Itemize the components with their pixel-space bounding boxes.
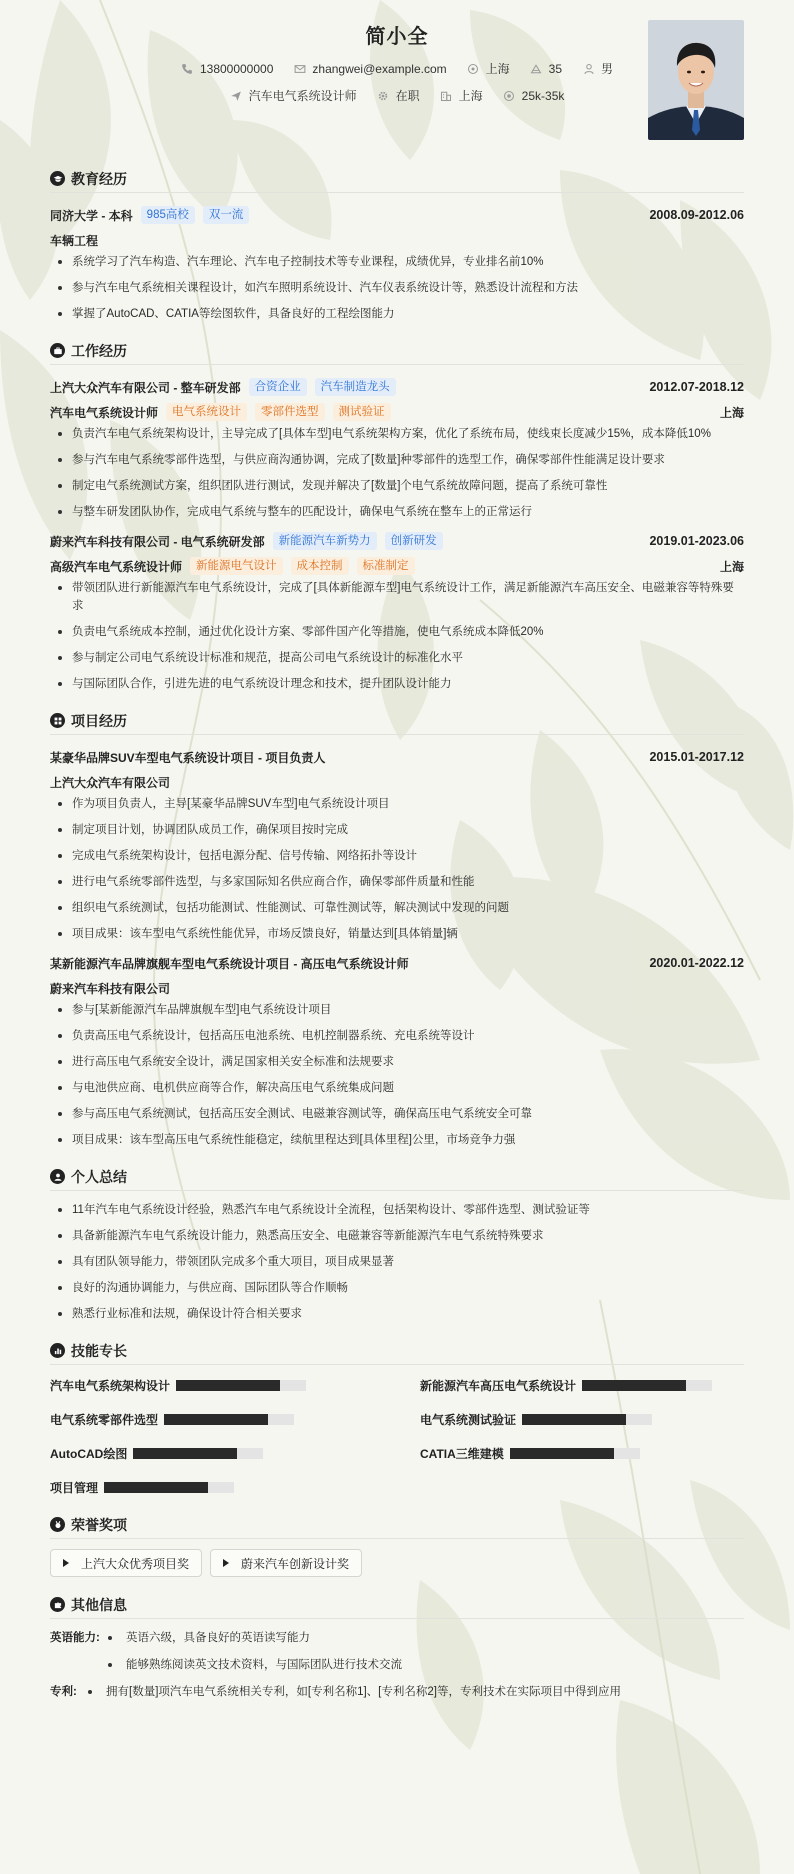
project-org: 蔚来汽车科技有限公司 [50,981,171,996]
section-title: 教育经历 [71,170,127,187]
list-item: 制定电气系统测试方案，组织团队进行测试，发现并解决了[数量]个电气系统故障问题，提高了系统可靠性 [50,477,744,495]
work-entry [50,375,744,399]
skill-tag: 标准制定 [357,557,415,575]
project-entry [50,745,744,769]
send-icon [230,89,243,102]
list-item: 负责电气系统成本控制，通过优化设计方案、零部件国产化等措施，使电气系统成本降低20% [50,623,744,641]
list-item: 进行电气系统零部件选型，与多家国际知名供应商合作，确保零部件质量和性能 [50,873,744,891]
english-label: 英语能力: [50,1632,100,1644]
summary-section [50,1163,744,1323]
list-item: 具有团队领导能力，带领团队完成多个重大项目，项目成果显著 [50,1253,744,1271]
phone-icon [181,62,194,75]
briefcase-icon [50,343,65,358]
company-name: 蔚来汽车科技有限公司 - 电气系统研发部 [50,534,265,549]
skills-header [50,1337,744,1365]
education-section [50,165,744,323]
email-item [293,62,446,76]
play-icon [63,1559,69,1567]
work-entry [50,529,744,553]
gear-icon [377,89,390,102]
email-text: zhangwei@example.com [312,61,447,76]
skill-tag: 成本控制 [291,557,349,575]
school-tag: 双一流 [203,206,250,224]
skill-bar [522,1414,652,1425]
role-line [50,553,744,579]
status-text: 在职 [395,89,420,103]
candidate-name: 简小全 [365,26,429,48]
gender-item [582,60,613,77]
phone-text: 13800000000 [199,61,274,76]
other-section [50,1591,744,1710]
grid-icon [50,713,65,728]
projects-header [50,707,744,735]
project-entry [50,951,744,975]
work-date: 2019.01-2023.06 [649,534,744,548]
skill-bar [104,1482,234,1493]
list-item: 参与制定公司电气系统设计标准和规范，提高公司电气系统设计的标准化水平 [50,649,744,667]
patent-row [50,1683,744,1710]
award-item: 上汽大众优秀项目奖 [50,1549,202,1577]
section-title: 其他信息 [71,1596,127,1613]
city-item [440,87,483,104]
list-item: 带领团队进行新能源汽车电气系统设计，完成了[具体新能源车型]电气系统设计工作，满足新能源汽车高压安全、电磁兼容等特殊要求 [50,579,744,615]
education-list [50,253,744,323]
salary-text: 25k-35k [521,88,565,103]
age-icon [530,62,543,75]
skill-tag: 零部件选型 [255,403,325,421]
skill-bar [582,1380,712,1391]
age-text: 35 [548,61,563,76]
role-line [50,399,744,425]
mail-icon [293,62,306,75]
user-icon [582,62,595,75]
major: 车辆工程 [50,233,99,248]
status-item [377,87,420,104]
list-item: 良好的沟通协调能力，与供应商、国际团队等合作顺畅 [50,1279,744,1297]
list-item: 项目成果：该车型电气系统性能优异，市场反馈良好，销量达到[具体销量]辆 [50,925,744,943]
building-icon [440,89,453,102]
education-date: 2008.09-2012.06 [649,208,744,222]
skill-bar [133,1448,263,1459]
awards-header [50,1511,744,1539]
list-item: 与电池供应商、电机供应商等合作，解决高压电气系统集成问题 [50,1079,744,1097]
avatar [648,20,744,140]
list-item: 掌握了AutoCAD、CATIA等绘图软件，具备良好的工程绘图能力 [50,305,744,323]
list-item: 能够熟练阅读英文技术资料，与国际团队进行技术交流 [108,1656,402,1674]
list-item: 与整车研发团队协作，完成电气系统与整车的匹配设计，确保电气系统在整车上的正常运行 [50,503,744,521]
patent-label: 专利: [50,1686,77,1698]
list-item: 参与汽车电气系统零部件选型，与供应商沟通协调，完成了[数量]种零部件的选型工作，确保零部件性能满足设计要求 [50,451,744,469]
work-city: 上海 [719,405,744,420]
play-icon [223,1559,229,1567]
project-list [50,795,744,943]
company-name: 上汽大众汽车有限公司 - 整车研发部 [50,380,241,395]
job-row [50,87,744,104]
skill-item: 汽车电气系统架构设计 [50,1375,374,1395]
company-tag: 创新研发 [385,532,443,550]
skill-tag: 测试验证 [333,403,391,421]
job-title-text: 汽车电气系统设计师 [248,89,357,103]
list-item: 拥有[数量]项汽车电气系统相关专利，如[专利名称1]、[专利名称2]等，专利技术在实际项目中得到应用 [88,1683,621,1701]
work-header [50,337,744,365]
contact-row [50,60,744,77]
awards-section [50,1511,744,1577]
list-item: 系统学习了汽车构造、汽车理论、汽车电子控制技术等专业课程，成绩优异，专业排名前10% [50,253,744,271]
section-title: 项目经历 [71,712,127,729]
summary-list [50,1201,744,1323]
project-date: 2020.01-2022.12 [649,956,744,970]
work-list [50,425,744,521]
role-title: 汽车电气系统设计师 [50,405,159,420]
skill-item: AutoCAD绘图 [50,1443,374,1463]
list-item: 负责高压电气系统设计，包括高压电池系统、电机控制器系统、充电系统等设计 [50,1027,744,1045]
list-item: 完成电气系统架构设计，包括电源分配、信号传输、网络拓扑等设计 [50,847,744,865]
list-item: 组织电气系统测试，包括功能测试、性能测试、可靠性测试等，解决测试中发现的问题 [50,899,744,917]
skill-tag: 新能源电气设计 [190,557,283,575]
skill-bar [510,1448,640,1459]
city-text: 上海 [458,89,483,103]
list-item: 作为项目负责人，主导[某豪华品牌SUV车型]电气系统设计项目 [50,795,744,813]
bar-chart-icon [50,1343,65,1358]
project-name: 某新能源汽车品牌旗舰车型电气系统设计项目 - 高压电气系统设计师 [50,956,409,971]
work-city: 上海 [719,559,744,574]
list-item: 11年汽车电气系统设计经验，熟悉汽车电气系统设计全流程，包括架构设计、零部件选型、测试验证等 [50,1201,744,1219]
list-item: 熟悉行业标准和法规，确保设计符合相关要求 [50,1305,744,1323]
section-title: 个人总结 [71,1168,127,1185]
skill-item: 项目管理 [50,1477,374,1497]
company-tag: 汽车制造龙头 [315,378,396,396]
education-entry [50,203,744,227]
section-title: 工作经历 [71,342,127,359]
list-item: 制定项目计划，协调团队成员工作，确保项目按时完成 [50,821,744,839]
education-header [50,165,744,193]
english-list [108,1629,402,1683]
english-row [50,1629,744,1683]
company-tag: 新能源汽车新势力 [273,532,377,550]
phone-item [181,62,273,76]
location-icon [467,62,480,75]
awards-list [50,1549,744,1577]
resume-header [50,0,744,165]
list-item: 与国际团队合作，引进先进的电气系统设计理念和技术，提升团队设计能力 [50,675,744,693]
skill-tag: 电气系统设计 [166,403,247,421]
role-title: 高级汽车电气系统设计师 [50,559,183,574]
project-name: 某豪华品牌SUV车型电气系统设计项目 - 项目负责人 [50,750,326,765]
medal-icon [50,1517,65,1532]
skills-section [50,1337,744,1497]
list-item: 英语六级，具备良好的英语读写能力 [108,1629,402,1647]
coin-icon [503,89,516,102]
projects-section [50,707,744,1149]
award-item: 蔚来汽车创新设计奖 [210,1549,362,1577]
work-list [50,579,744,693]
skill-item: 新能源汽车高压电气系统设计 [420,1375,744,1395]
school-tag: 985高校 [141,206,195,224]
skill-bar [164,1414,294,1425]
person-icon [50,1169,65,1184]
gender-text: 男 [601,62,614,76]
skill-item: 电气系统零部件选型 [50,1409,374,1429]
list-item: 具备新能源汽车电气系统设计能力，熟悉高压安全、电磁兼容等新能源汽车电气系统特殊要求 [50,1227,744,1245]
list-item: 进行高压电气系统安全设计，满足国家相关安全标准和法规要求 [50,1053,744,1071]
graduation-cap-icon [50,171,65,186]
summary-header [50,1163,744,1191]
salary-item [503,89,565,103]
skill-bar [176,1380,306,1391]
other-header [50,1591,744,1619]
location-item [467,60,510,77]
project-org: 上汽大众汽车有限公司 [50,775,171,790]
work-section [50,337,744,693]
section-title: 技能专长 [71,1342,127,1359]
list-item: 负责汽车电气系统架构设计，主导完成了[具体车型]电气系统架构方案，优化了系统布局，使线束长度减少15%，成本降低10% [50,425,744,443]
location-text: 上海 [485,62,510,76]
job-title-item [230,87,357,104]
school-name: 同济大学 - 本科 [50,208,133,223]
list-item: 项目成果：该车型高压电气系统性能稳定，续航里程达到[具体里程]公里，市场竞争力强 [50,1131,744,1149]
patent-list [88,1683,621,1710]
list-item: 参与汽车电气系统相关课程设计，如汽车照明系统设计、汽车仪表系统设计等，熟悉设计流程和方法 [50,279,744,297]
project-list [50,1001,744,1149]
list-item: 参与[某新能源汽车品牌旗舰车型]电气系统设计项目 [50,1001,744,1019]
age-item [530,62,562,76]
section-title: 荣誉奖项 [71,1516,127,1533]
skills-grid [50,1375,744,1497]
project-date: 2015.01-2017.12 [649,750,744,764]
puzzle-icon [50,1597,65,1612]
list-item: 参与高压电气系统测试，包括高压安全测试、电磁兼容测试等，确保高压电气系统安全可靠 [50,1105,744,1123]
company-tag: 合资企业 [249,378,307,396]
skill-item: CATIA三维建模 [420,1443,744,1463]
work-date: 2012.07-2018.12 [649,380,744,394]
skill-item: 电气系统测试验证 [420,1409,744,1429]
